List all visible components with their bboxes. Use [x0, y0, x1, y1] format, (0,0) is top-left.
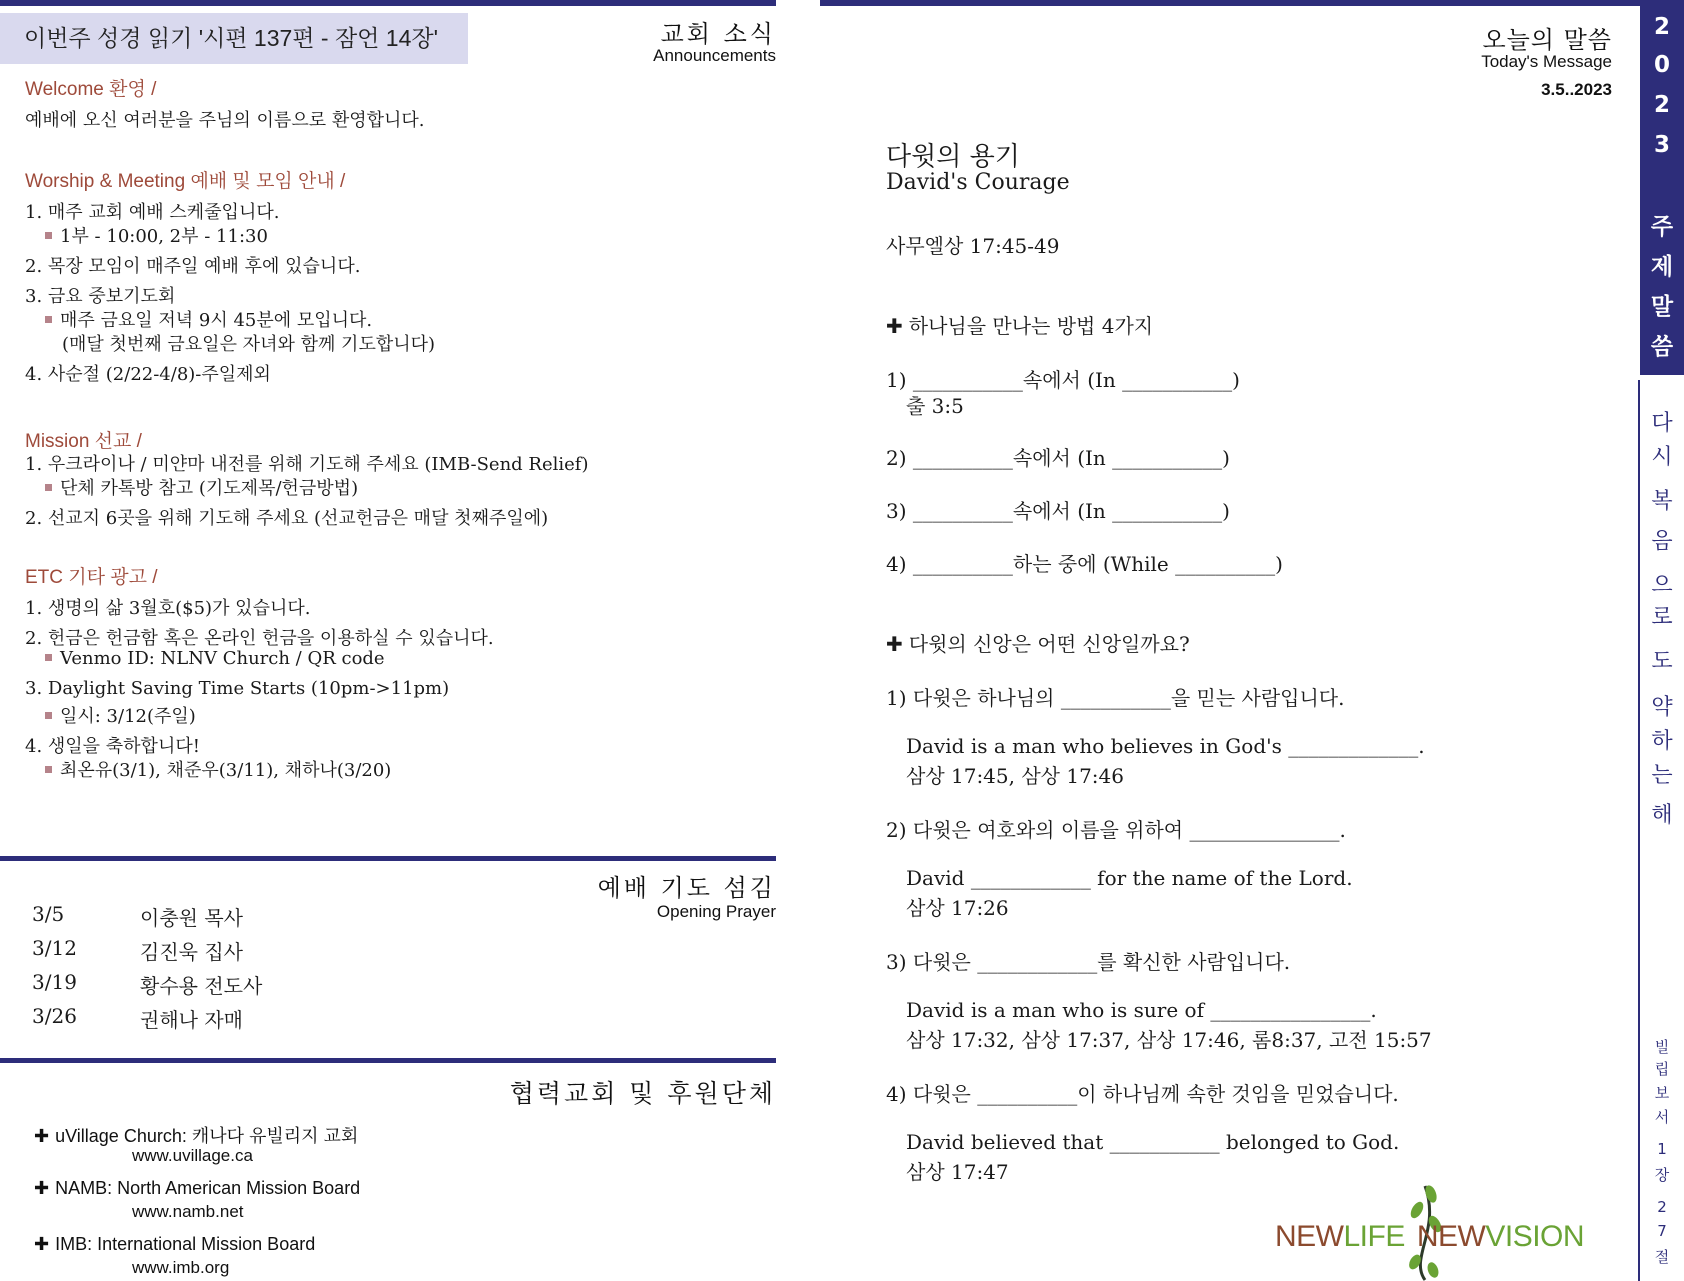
etc-line: 3. Daylight Saving Time Starts (10pm->11pm) [25, 678, 450, 699]
verse-char: 1 [1657, 1140, 1667, 1158]
verse-char: 장 [1654, 1166, 1670, 1184]
partner-item: ✚ IMB: International Mission Board [34, 1234, 316, 1255]
worship-subline: 매주 금요일 저녁 9시 45분에 모입니다. [45, 306, 372, 332]
partner-url: www.imb.org [132, 1258, 230, 1277]
etc-subline: 일시: 3/12(주일) [45, 702, 196, 728]
partner-item: ✚ uVillage Church: 캐나다 유빌리지 교회 [34, 1126, 359, 1147]
worship-heading: Worship & Meeting 예배 및 모임 안내 / [25, 171, 346, 192]
bullet-square [45, 654, 52, 661]
fill-line: 4) __________하는 중에 (While __________) [886, 552, 1283, 576]
bullet-square [45, 232, 52, 239]
cross-icon: ✚ [886, 632, 903, 656]
bullet-square [45, 316, 52, 323]
message-header-ko: 오늘의 말씀 [1482, 26, 1612, 54]
message-date: 3.5..2023 [1541, 80, 1612, 99]
cross-icon: ✚ [34, 1178, 50, 1199]
motto-char: 약 [1651, 695, 1673, 720]
verse-char: 서 [1654, 1108, 1670, 1126]
motto-char: 하 [1651, 729, 1673, 754]
worship-line: 1. 매주 교회 예배 스케줄입니다. [25, 202, 280, 223]
message-scripture: 사무엘상 17:45-49 [886, 234, 1060, 258]
theme-char: 씀 [1650, 334, 1674, 360]
prayer-date: 3/12 [32, 936, 77, 960]
prayer-title-en: Opening Prayer [656, 902, 776, 921]
fill-line: 1) 다윗은 하나님의 ___________을 믿는 사람입니다. [886, 686, 1345, 710]
verse-char: 2 [1657, 1198, 1667, 1216]
motto-char: 로 [1651, 605, 1673, 630]
reference-line: 출 3:5 [906, 394, 964, 418]
motto-char: 해 [1651, 803, 1673, 828]
welcome-text: 예배에 오신 여러분을 주님의 이름으로 환영합니다. [25, 110, 425, 131]
worship-line: 2. 목장 모임이 매주일 예배 후에 있습니다. [25, 256, 361, 277]
partner-item: ✚ NAMB: North American Mission Board [34, 1178, 361, 1199]
fill-line: 2) __________속에서 (In ___________) [886, 446, 1230, 470]
worship-line: 4. 사순절 (2/22-4/8)-주일제외 [25, 364, 271, 385]
english-line: David ____________ for the name of the Lord. [906, 866, 1353, 890]
mission-subline: 단체 카톡방 참고 (기도제목/헌금방법) [45, 474, 358, 500]
cross-icon: ✚ [34, 1234, 50, 1255]
bullet-square [45, 484, 52, 491]
reference-line: 삼상 17:26 [906, 896, 1009, 920]
fill-line: 3) __________속에서 (In ___________) [886, 499, 1230, 523]
fill-line: 1) ___________속에서 (In ___________) [886, 368, 1240, 392]
mission-heading: Mission 선교 / [25, 431, 142, 452]
logo-text [1275, 1220, 1584, 1254]
reference-line: 삼상 17:32, 삼상 17:37, 삼상 17:46, 롬8:37, 고전 15:57 [906, 1028, 1432, 1052]
year-char: 2 [1653, 92, 1670, 118]
prayer-name: 권해나 자매 [140, 1008, 243, 1032]
motto-char: 음 [1651, 529, 1673, 554]
reading-banner: 이번주 성경 읽기 '시편 137편 - 잠언 14장' [0, 13, 468, 64]
partner-url: www.uvillage.ca [132, 1146, 253, 1165]
announcements-title-ko: 교회 소식 [660, 20, 776, 48]
mission-line: 2. 선교지 6곳을 위해 기도해 주세요 (선교헌금은 매달 첫째주일에) [25, 508, 549, 529]
announcements-top-rule [0, 0, 776, 6]
theme-char: 제 [1650, 254, 1674, 280]
verse-char: 보 [1654, 1084, 1670, 1102]
prayer-title-ko: 예배 기도 섬김 [597, 874, 776, 902]
fill-line: 3) 다윗은 ____________를 확신한 사람입니다. [886, 950, 1291, 974]
cross-icon: ✚ [34, 1126, 50, 1147]
partner-url: www.namb.net [132, 1202, 244, 1221]
message-header-en: Today's Message [1481, 52, 1612, 71]
etc-subline: Venmo ID: NLNV Church / QR code [45, 648, 385, 669]
message-top-rule [820, 0, 1642, 6]
prayer-date: 3/19 [32, 970, 77, 994]
etc-line: 4. 생일을 축하합니다! [25, 736, 200, 757]
partners-top-rule [0, 1058, 776, 1063]
etc-heading: ETC 기타 광고 / [25, 567, 158, 588]
etc-line: 2. 헌금은 헌금함 혹은 온라인 헌금을 이용하실 수 있습니다. [25, 628, 494, 649]
fill-line: 2) 다윗은 여호와의 이름을 위하여 _______________. [886, 818, 1346, 842]
prayer-name: 황수용 전도사 [140, 974, 263, 998]
motto-char: 다 [1651, 411, 1673, 436]
english-line: David is a man who is sure of ________________. [906, 998, 1377, 1022]
prayer-top-rule [0, 856, 776, 861]
english-line: David believed that ___________ belonged to God. [906, 1130, 1400, 1154]
motto-char: 복 [1651, 489, 1673, 514]
announcements-title-en: Announcements [653, 46, 776, 65]
verse-char: 립 [1654, 1060, 1670, 1078]
verse-char: 절 [1654, 1248, 1670, 1266]
worship-subline-note: (매달 첫번째 금요일은 자녀와 함께 기도합니다) [62, 334, 436, 355]
section1-heading: ✚ 하나님을 만나는 방법 4가지 [886, 314, 1154, 338]
theme-char: 주 [1650, 214, 1674, 240]
bullet-square [45, 766, 52, 773]
reference-line: 삼상 17:45, 삼상 17:46 [906, 764, 1124, 788]
etc-line: 1. 생명의 삶 3월호($5)가 있습니다. [25, 598, 311, 619]
logo-new: NEW [1275, 1220, 1344, 1253]
cross-icon: ✚ [886, 314, 903, 338]
welcome-heading: Welcome 환영 / [25, 79, 157, 100]
verse-char: 7 [1657, 1222, 1667, 1240]
mission-line: 1. 우크라이나 / 미얀마 내전를 위해 기도해 주세요 (IMB-Send Relief) [25, 454, 589, 475]
message-title-ko: 다윗의 용기 [886, 142, 1020, 172]
logo-life: LIFE [1343, 1220, 1405, 1253]
prayer-date: 3/26 [32, 1004, 77, 1028]
year-char: 3 [1653, 132, 1670, 158]
worship-line: 3. 금요 중보기도회 [25, 286, 176, 307]
logo-new: NEW [1416, 1220, 1486, 1253]
church-logo [1275, 1180, 1605, 1281]
worship-subline: 1부 - 10:00, 2부 - 11:30 [45, 222, 268, 248]
fill-line: 4) 다윗은 __________이 하나님께 속한 것임을 믿었습니다. [886, 1082, 1399, 1106]
motto-char: 는 [1651, 763, 1673, 788]
logo-vision: VISION [1485, 1220, 1585, 1253]
message-title-en: David's Courage [886, 170, 1070, 195]
bullet-square [45, 712, 52, 719]
section2-heading: ✚ 다윗의 신앙은 어떤 신앙일까요? [886, 632, 1190, 656]
motto-char: 으 [1651, 573, 1673, 598]
prayer-name: 이충원 목사 [140, 906, 243, 930]
theme-char: 말 [1650, 294, 1674, 320]
prayer-date: 3/5 [32, 902, 65, 926]
motto-char: 시 [1651, 445, 1673, 470]
verse-char: 빌 [1654, 1038, 1670, 1056]
year-char: 2 [1653, 14, 1670, 40]
etc-subline: 최온유(3/1), 채준우(3/11), 채하나(3/20) [45, 756, 391, 782]
year-char: 0 [1653, 52, 1670, 78]
motto-char: 도 [1651, 649, 1673, 674]
reference-line: 삼상 17:47 [906, 1160, 1009, 1184]
partners-title-ko: 협력교회 및 후원단체 [509, 1079, 776, 1108]
prayer-name: 김진욱 집사 [140, 940, 243, 964]
english-line: David is a man who believes in God's _____________. [906, 734, 1425, 758]
